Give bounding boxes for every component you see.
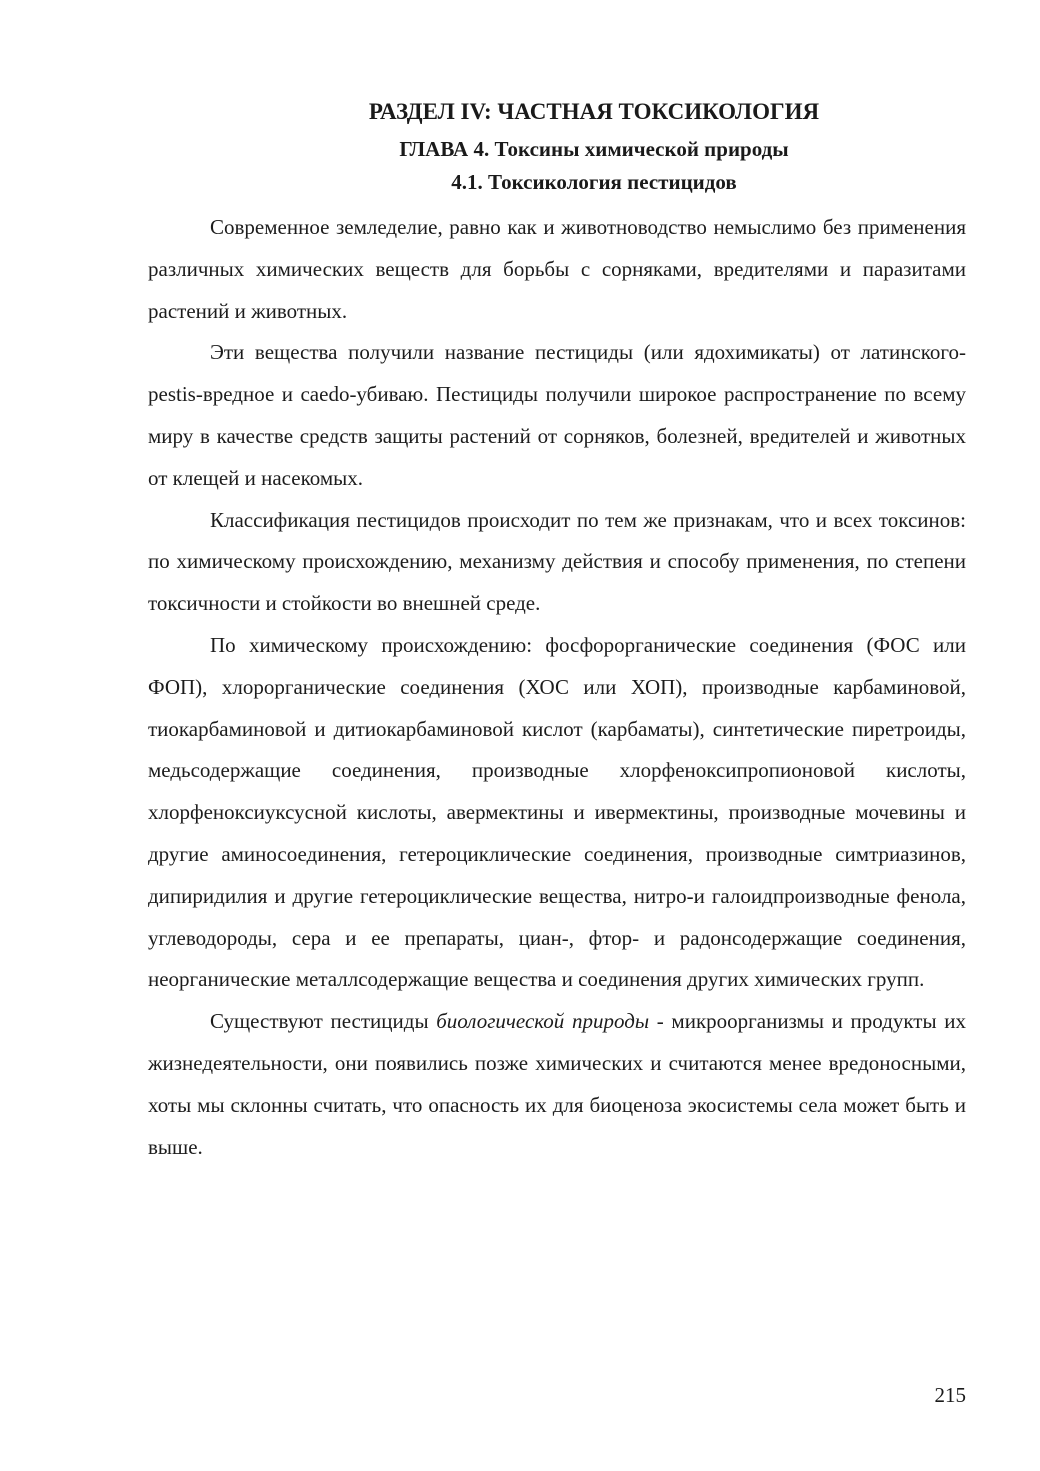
paragraph-chemical-origin: По химическому происхождению: фосфорорганические соединения (ФОС или ФОП), хлорорганические соединения (ХОС или ХОП), производные карбаминовой, тиокарбаминовой и дитиокарбаминовой кислот (карбаматы), синтетические пиретроиды, медьсодержащие соединения, производные хлорфеноксипропионовой кислоты, хлорфеноксиуксусной кислоты, авермектины и ивермектины, производные мочевины и другие аминосоединения, гетероциклические соединения, производные симтриазинов, дипиридилия и другие гетероциклические вещества, нитро-и галоидпроизводные фенола, углеводороды, сера и ее препараты, циан-, фтор- и радонсодержащие соединения, неорганические металлсодержащие вещества и соединения других химических групп. <box>148 632 966 992</box>
paragraph-classification: Классификация пестицидов происходит по тем же признакам, что и всех токсинов: по химическому происхождению, механизму действия и способу применения, по степени токсичности и стойкости во внешней среде. <box>148 507 966 616</box>
paragraph-biological-end: - микроорганизмы и продукты их жизнедеятельности, они появились позже химических и считаются менее вредоносными, хоты мы склонны считать, что опасность их для биоценоза экосистемы села может быть и выше. <box>148 1009 967 1159</box>
section-title: РАЗДЕЛ IV: ЧАСТНАЯ ТОКСИКОЛОГИЯ <box>368 99 820 124</box>
chapter-title: ГЛАВА 4. Токсины химической природы <box>399 137 789 161</box>
subsection-title: 4.1. Токсикология пестицидов <box>451 170 737 194</box>
paragraph-definition: Эти вещества получили название пестициды (или ядохимикаты) от латинского- pestis-вредное и caedo-убиваю. Пестициды получили широкое распространение по всему миру в качестве средств защиты растений от сорняков, болезней, вредителей и животных от клещей и насекомых. <box>148 340 966 490</box>
paragraph-intro: Современное земледелие, равно как и животноводство немыслимо без применения различных химических веществ для борьбы с сорняками, вредителями и паразитами растений и животных. <box>148 215 966 323</box>
paragraph-biological-start: Существуют пестициды <box>210 1009 437 1034</box>
document-page <box>148 96 966 1168</box>
page-number: 215 <box>934 1383 966 1407</box>
paragraph-biological <box>148 1001 966 1168</box>
italic-term: биологической природы <box>436 1009 650 1034</box>
